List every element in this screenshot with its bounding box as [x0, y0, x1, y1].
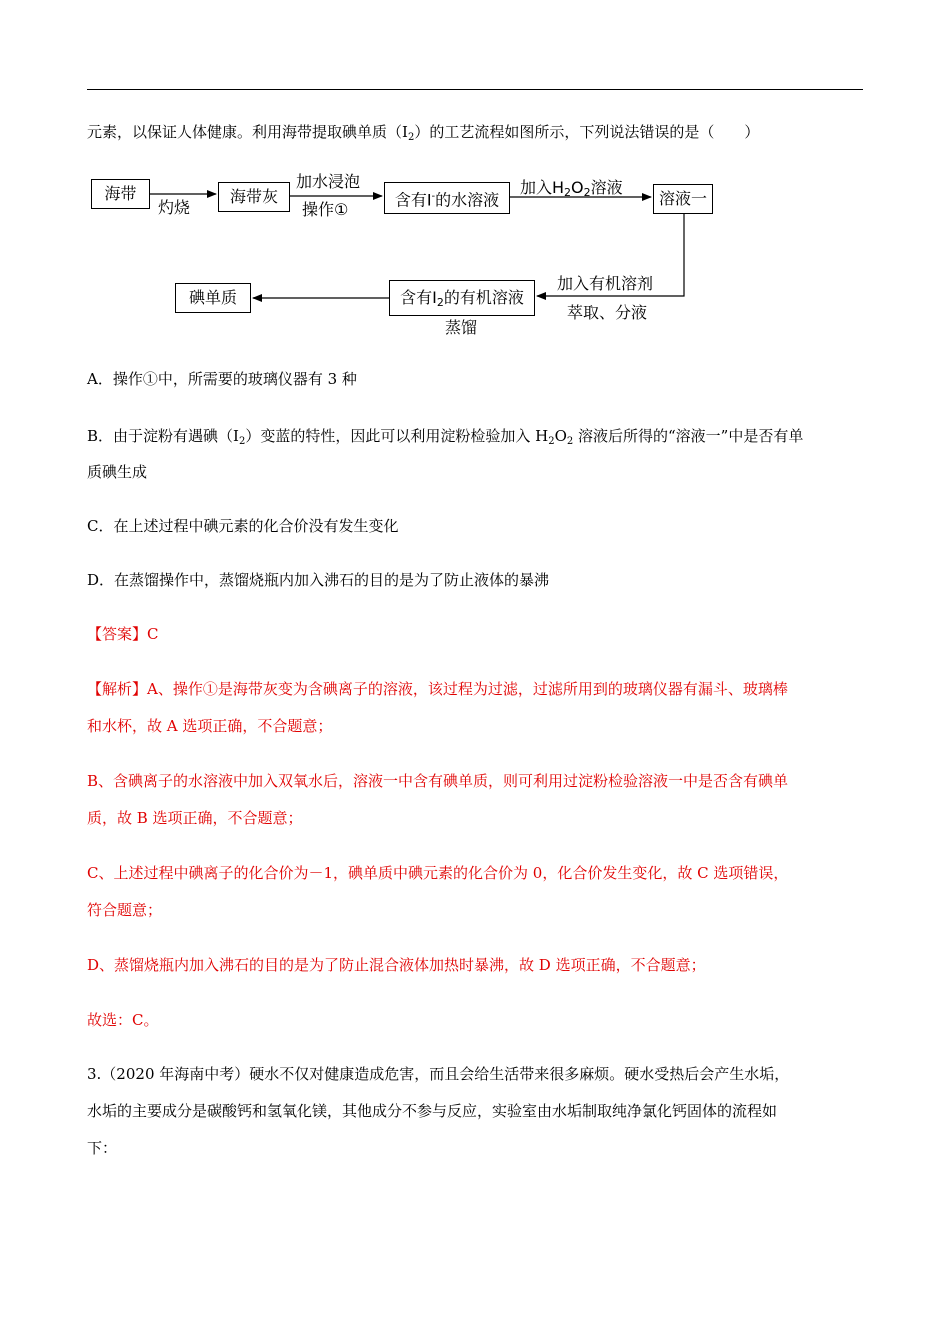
box-seaweed: 海带 [91, 179, 150, 209]
option-b-line1: B．由于淀粉有遇碘$(I_2)$变蓝的特性，因此可以利用淀粉检验加入 $H_2O_2$ 溶液后所得的“溶液一”中是否有单 [87, 427, 804, 447]
label-add-h2o2: 加入$H_2O_2$溶液 [520, 178, 623, 199]
box-organic-solution: 含有$I_2$的有机溶液 [389, 280, 535, 316]
question-3-line2: 水垢的主要成分是碳酸钙和氢氧化镁，其他成分不参与反应，实验室由水垢制取纯净氯化钙固体的流程如 [87, 1102, 778, 1120]
header-rule [87, 89, 863, 90]
analysis-b-line1: B、含碘离子的水溶液中加入双氧水后，溶液一中含有碘单质，则可利用过淀粉检验溶液一中是否含有碘单 [87, 772, 789, 790]
question-3-line3: 下： [87, 1139, 118, 1157]
answer: 【答案】C [87, 625, 159, 643]
label-burn: 灼烧 [158, 198, 191, 217]
label-add-solvent: 加入有机溶剂 [557, 274, 654, 293]
analysis-conclusion: 故选：C。 [87, 1011, 159, 1029]
analysis-b-line2: 质，故 B 选项正确，不合题意； [87, 809, 303, 827]
option-a: A．操作①中，所需要的玻璃仪器有 3 种 [87, 370, 357, 388]
analysis-a-line2: 和水杯，故 A 选项正确，不合题意； [87, 717, 333, 735]
box-iodine: 碘单质 [175, 283, 251, 313]
box-iodide-solution: 含有I-的水溶液 [384, 182, 510, 214]
option-b-line2: 质碘生成 [87, 463, 148, 481]
box-solution-one: 溶液一 [653, 184, 713, 214]
label-distill: 蒸馏 [445, 318, 478, 337]
option-d: D．在蒸馏操作中，蒸馏烧瓶内加入沸石的目的是为了防止液体的暴沸 [87, 571, 550, 589]
label-op1: 操作① [302, 200, 349, 219]
analysis-c-line2: 符合题意； [87, 901, 163, 919]
analysis-a-line1: 【解析】A、操作①是海带灰变为含碘离子的溶液，该过程为过滤，过滤所用到的玻璃仪器有漏斗、玻璃棒 [87, 680, 788, 698]
box-seaweed-ash: 海带灰 [218, 182, 290, 212]
question-3-line1: 3.（2020 年海南中考）硬水不仅对健康造成危害，而且会给生活带来很多麻烦。硬水受热后会产生水垢， [87, 1065, 790, 1083]
label-extract: 萃取、分液 [567, 303, 648, 322]
analysis-d-line1: D、蒸馏烧瓶内加入沸石的目的是为了防止混合液体加热时暴沸，故 D 选项正确，不合题意； [87, 956, 706, 974]
option-c: C．在上述过程中碘元素的化合价没有发生变化 [87, 517, 399, 535]
label-soak: 加水浸泡 [296, 172, 361, 191]
analysis-c-line1: C、上述过程中碘离子的化合价为－1，碘单质中碘元素的化合价为 0，化合价发生变化，故 C 选项错误， [87, 864, 789, 882]
question-intro: 元素，以保证人体健康。利用海带提取碘单质$(I_2)$的工艺流程如图所示，下列说法错误的是（ ） [87, 123, 760, 143]
